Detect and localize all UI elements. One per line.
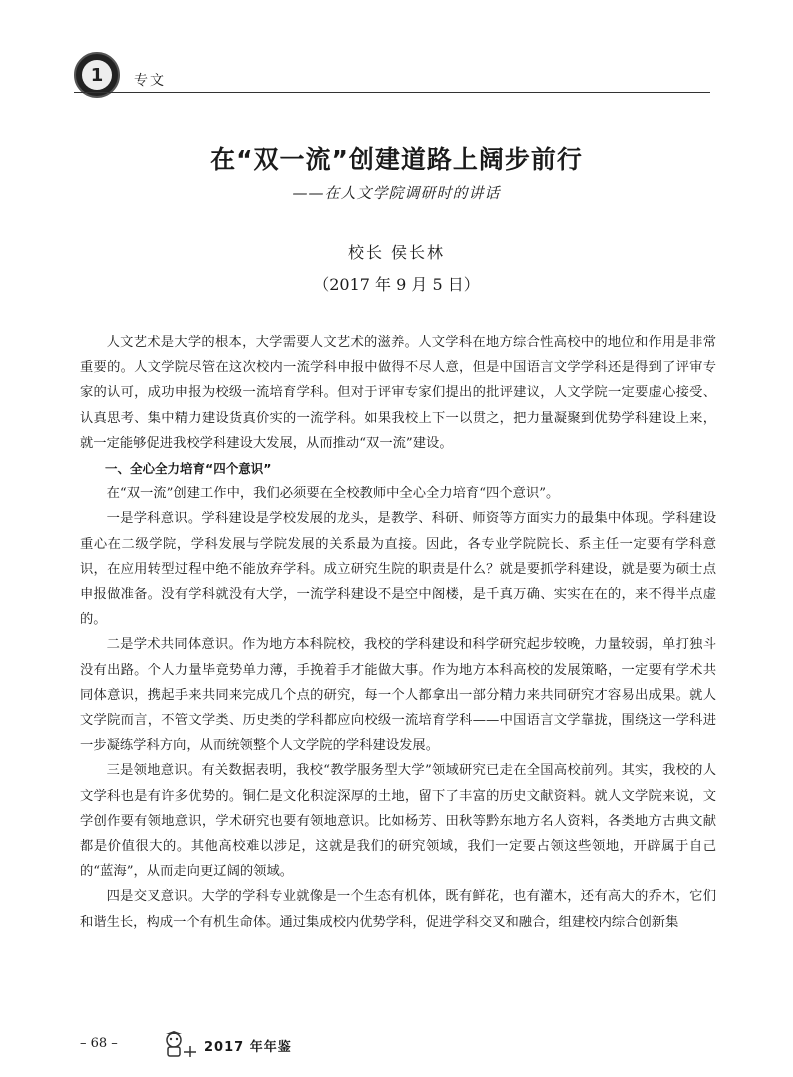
article-date: （2017 年 9 月 5 日） (313, 275, 480, 294)
paragraph: 在“双一流”创建工作中，我们必须要在全校教师中全心全力培育“四个意识”。 (106, 486, 560, 502)
section-label: 专文 (134, 73, 166, 89)
header-divider (74, 92, 710, 93)
paragraph: 二是学术共同体意识。作为地方本科院校，我校的学科建设和科学研究起步较晚，力量较弱，单打独斗没有出路。个人力量毕竟势单力薄，手挽着手才能做大事。作为地方本科高校的发展策略，一定要有学术共同体意识，携起手来共同来完成几个点的研究，每一个人都拿出一部分精力来共同研究才容易出成果。就人文学院而言，不管文学类、历史类的学科都应向校级一流培育学科——中国语言文学靠拢，围绕这一学科进一步凝练学科方向，从而统领整个人文学院的学科建设发展。 (80, 637, 716, 754)
paragraph: 四是交叉意识。大学的学科专业就像是一个生态有机体，既有鲜花，也有灌木，还有高大的乔木，它们和谐生长，构成一个有机生命体。通过集成校内优势学科，促进学科交叉和融合，组建校内综合创新集 (80, 889, 716, 930)
article-subtitle: ——在人文学院调研时的讲话 (292, 184, 501, 202)
yearbook-label: 2017 年年鉴 (204, 1040, 292, 1055)
paragraph: 人文艺术是大学的根本，大学需要人文艺术的滋养。人文学科在地方综合性高校中的地位和作用是非常重要的。人文学院尽管在这次校内一流学科申报中做得不尽人意，但是中国语言文学学科还是得到了评审专家的认可，成功申报为校级一流培育学科。但对于评审专家们提出的批评建议，人文学院一定要虚心接受、认真思考、集中精力建设货真价实的一流学科。如果我校上下一以贯之，把力量凝聚到优势学科建设上来，就一定能够促进我校学科建设大发展，从而推动“双一流”建设。 (80, 335, 716, 451)
article-body (80, 330, 716, 935)
article-title: 在“双一流”创建道路上阔步前行 (210, 145, 583, 174)
paragraph: 三是领地意识。有关数据表明，我校“教学服务型大学”领域研究已走在全国高校前列。其实，我校的人文学科也是有许多优势的。铜仁是文化积淀深厚的土地，留下了丰富的历史文献资料。就人文学院来说，文学创作要有领地意识，学术研究也要有领地意识。比如杨芳、田秋等黔东地方名人资料，各类地方古典文献都是价值很大的。其他高校难以涉足，这就是我们的研究领域，我们一定要占领这些领地，开辟属于自己的“蓝海”，从而走向更辽阔的领域。 (80, 763, 716, 880)
page-header (0, 0, 793, 100)
mascot-icon (160, 1030, 200, 1058)
page-footer (80, 1030, 720, 1060)
page-number: – 68 – (80, 1036, 118, 1051)
article-author: 校长 侯长林 (347, 243, 446, 262)
logo-emblem: 1 (82, 60, 112, 90)
paragraph: 一是学科意识。学科建设是学校发展的龙头，是教学、科研、师资等方面实力的最集中体现。学科建设重心在二级学院，学科发展与学院发展的关系最为直接。因此，各专业学院院长、系主任一定要有学科意识，在应用转型过程中绝不能放弃学科。成立研究生院的职责是什么？就是要抓学科建设，就是要为硕士点申报做准备。没有学科就没有大学，一流学科建设不是空中阁楼，是千真万确、实实在在的，来不得半点虚的。 (80, 511, 716, 628)
section-heading: 一、全心全力培育“四个意识” (105, 461, 272, 477)
